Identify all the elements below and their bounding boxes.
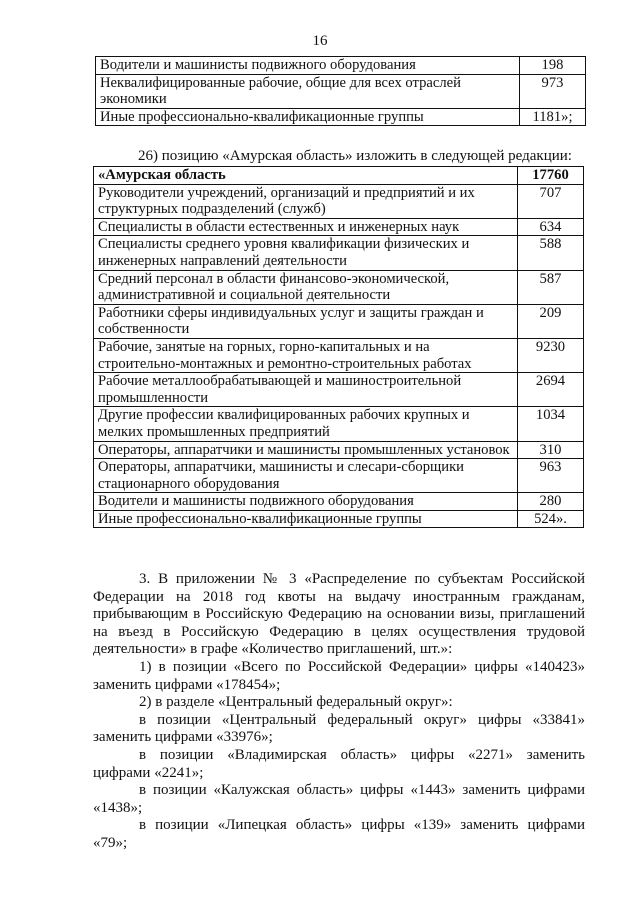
amendment-paragraph: 1) в позиции «Всего по Российской Федерации» цифры «140423» заменить цифрами «178454»; bbox=[93, 658, 585, 693]
occupation-cell: Водители и машинисты подвижного оборудования bbox=[94, 493, 518, 511]
amendment-paragraph: 3. В приложении № 3 «Распределение по субъектам Российской Федерации на 2018 год квоты на выдачу иностранным гражданам, прибывающим в Российскую Федерацию на основании визы, приглашений на въезд в Российскую Федерацию в целях осуществления трудовой деятельности» в графе «Количество приглашений, шт.»: bbox=[93, 571, 585, 658]
quota-value-cell: 587 bbox=[518, 270, 584, 304]
table-row bbox=[94, 493, 584, 511]
region-name-cell: «Амурская область bbox=[94, 167, 518, 185]
amur-intro-text: 26) позицию «Амурская область» изложить в следующей редакции: bbox=[138, 148, 572, 164]
occupation-cell: Специалисты в области естественных и инженерных наук bbox=[94, 218, 518, 236]
occupation-cell: Операторы, аппаратчики и машинисты промышленных установок bbox=[94, 441, 518, 459]
amendment-paragraph: в позиции «Липецкая область» цифры «139» заменить цифрами «79»; bbox=[93, 817, 585, 851]
quota-value-cell: 524». bbox=[518, 510, 584, 528]
table-row bbox=[96, 108, 586, 126]
page-number: 16 bbox=[312, 33, 328, 49]
table-row bbox=[94, 304, 584, 338]
quota-value-cell: 973 bbox=[520, 74, 586, 108]
table-row bbox=[94, 373, 584, 407]
table-row bbox=[94, 270, 584, 304]
occupation-cell: Руководители учреждений, организаций и предприятий и их структурных подразделений (служб) bbox=[94, 184, 518, 218]
table-row bbox=[94, 184, 584, 218]
table-header-row bbox=[94, 167, 584, 185]
amendment-paragraph: в позиции «Центральный федеральный округ» цифры «33841» заменить цифрами «33976»; bbox=[93, 711, 585, 746]
quota-table-amur bbox=[93, 166, 584, 528]
occupation-cell: Водители и машинисты подвижного оборудования bbox=[96, 57, 520, 75]
occupation-cell: Работники сферы индивидуальных услуг и защиты граждан и собственности bbox=[94, 304, 518, 338]
occupation-cell: Неквалифицированные рабочие, общие для всех отраслей экономики bbox=[96, 74, 520, 108]
occupation-cell: Средний персонал в области финансово-экономической, административной и социальной деятельности bbox=[94, 270, 518, 304]
quota-value-cell: 310 bbox=[518, 441, 584, 459]
table-row bbox=[94, 236, 584, 270]
quota-value-cell: 209 bbox=[518, 304, 584, 338]
region-total-cell: 17760 bbox=[518, 167, 584, 185]
table-row bbox=[94, 459, 584, 493]
occupation-cell: Иные профессионально-квалификационные группы bbox=[96, 108, 520, 126]
occupation-cell: Иные профессионально-квалификационные группы bbox=[94, 510, 518, 528]
occupation-cell: Специалисты среднего уровня квалификации физических и инженерных направлений деятельности bbox=[94, 236, 518, 270]
table-row bbox=[94, 441, 584, 459]
quota-value-cell: 634 bbox=[518, 218, 584, 236]
amendment-paragraph: 2) в разделе «Центральный федеральный округ»: bbox=[139, 694, 453, 711]
table-row bbox=[94, 218, 584, 236]
amendment-paragraph: в позиции «Калужская область» цифры «1443» заменить цифрами «1438»; bbox=[93, 782, 585, 816]
amendment-text bbox=[93, 571, 585, 853]
quota-value-cell: 1034 bbox=[518, 407, 584, 441]
occupation-cell: Другие профессии квалифицированных рабочих крупных и мелких промышленных предприятий bbox=[94, 407, 518, 441]
occupation-cell: Операторы, аппаратчики, машинисты и слесари-сборщики стационарного оборудования bbox=[94, 459, 518, 493]
occupation-cell: Рабочие, занятые на горных, горно-капитальных и на строительно-монтажных и ремонтно-строительных работах bbox=[94, 338, 518, 372]
quota-value-cell: 963 bbox=[518, 459, 584, 493]
occupation-cell: Рабочие металлообрабатывающей и машиностроительной промышленности bbox=[94, 373, 518, 407]
quota-value-cell: 198 bbox=[520, 57, 586, 75]
quota-value-cell: 588 bbox=[518, 236, 584, 270]
amendment-paragraph: в позиции «Владимирская область» цифры «2271» заменить цифрами «2241»; bbox=[93, 746, 585, 781]
quota-value-cell: 707 bbox=[518, 184, 584, 218]
table-row bbox=[94, 510, 584, 528]
table-row bbox=[94, 407, 584, 441]
table-row bbox=[96, 57, 586, 75]
quota-value-cell: 1181»; bbox=[520, 108, 586, 126]
quota-value-cell: 280 bbox=[518, 493, 584, 511]
quota-table-previous bbox=[95, 56, 586, 126]
quota-value-cell: 9230 bbox=[518, 338, 584, 372]
table-row bbox=[96, 74, 586, 108]
table-row bbox=[94, 338, 584, 372]
quota-value-cell: 2694 bbox=[518, 373, 584, 407]
